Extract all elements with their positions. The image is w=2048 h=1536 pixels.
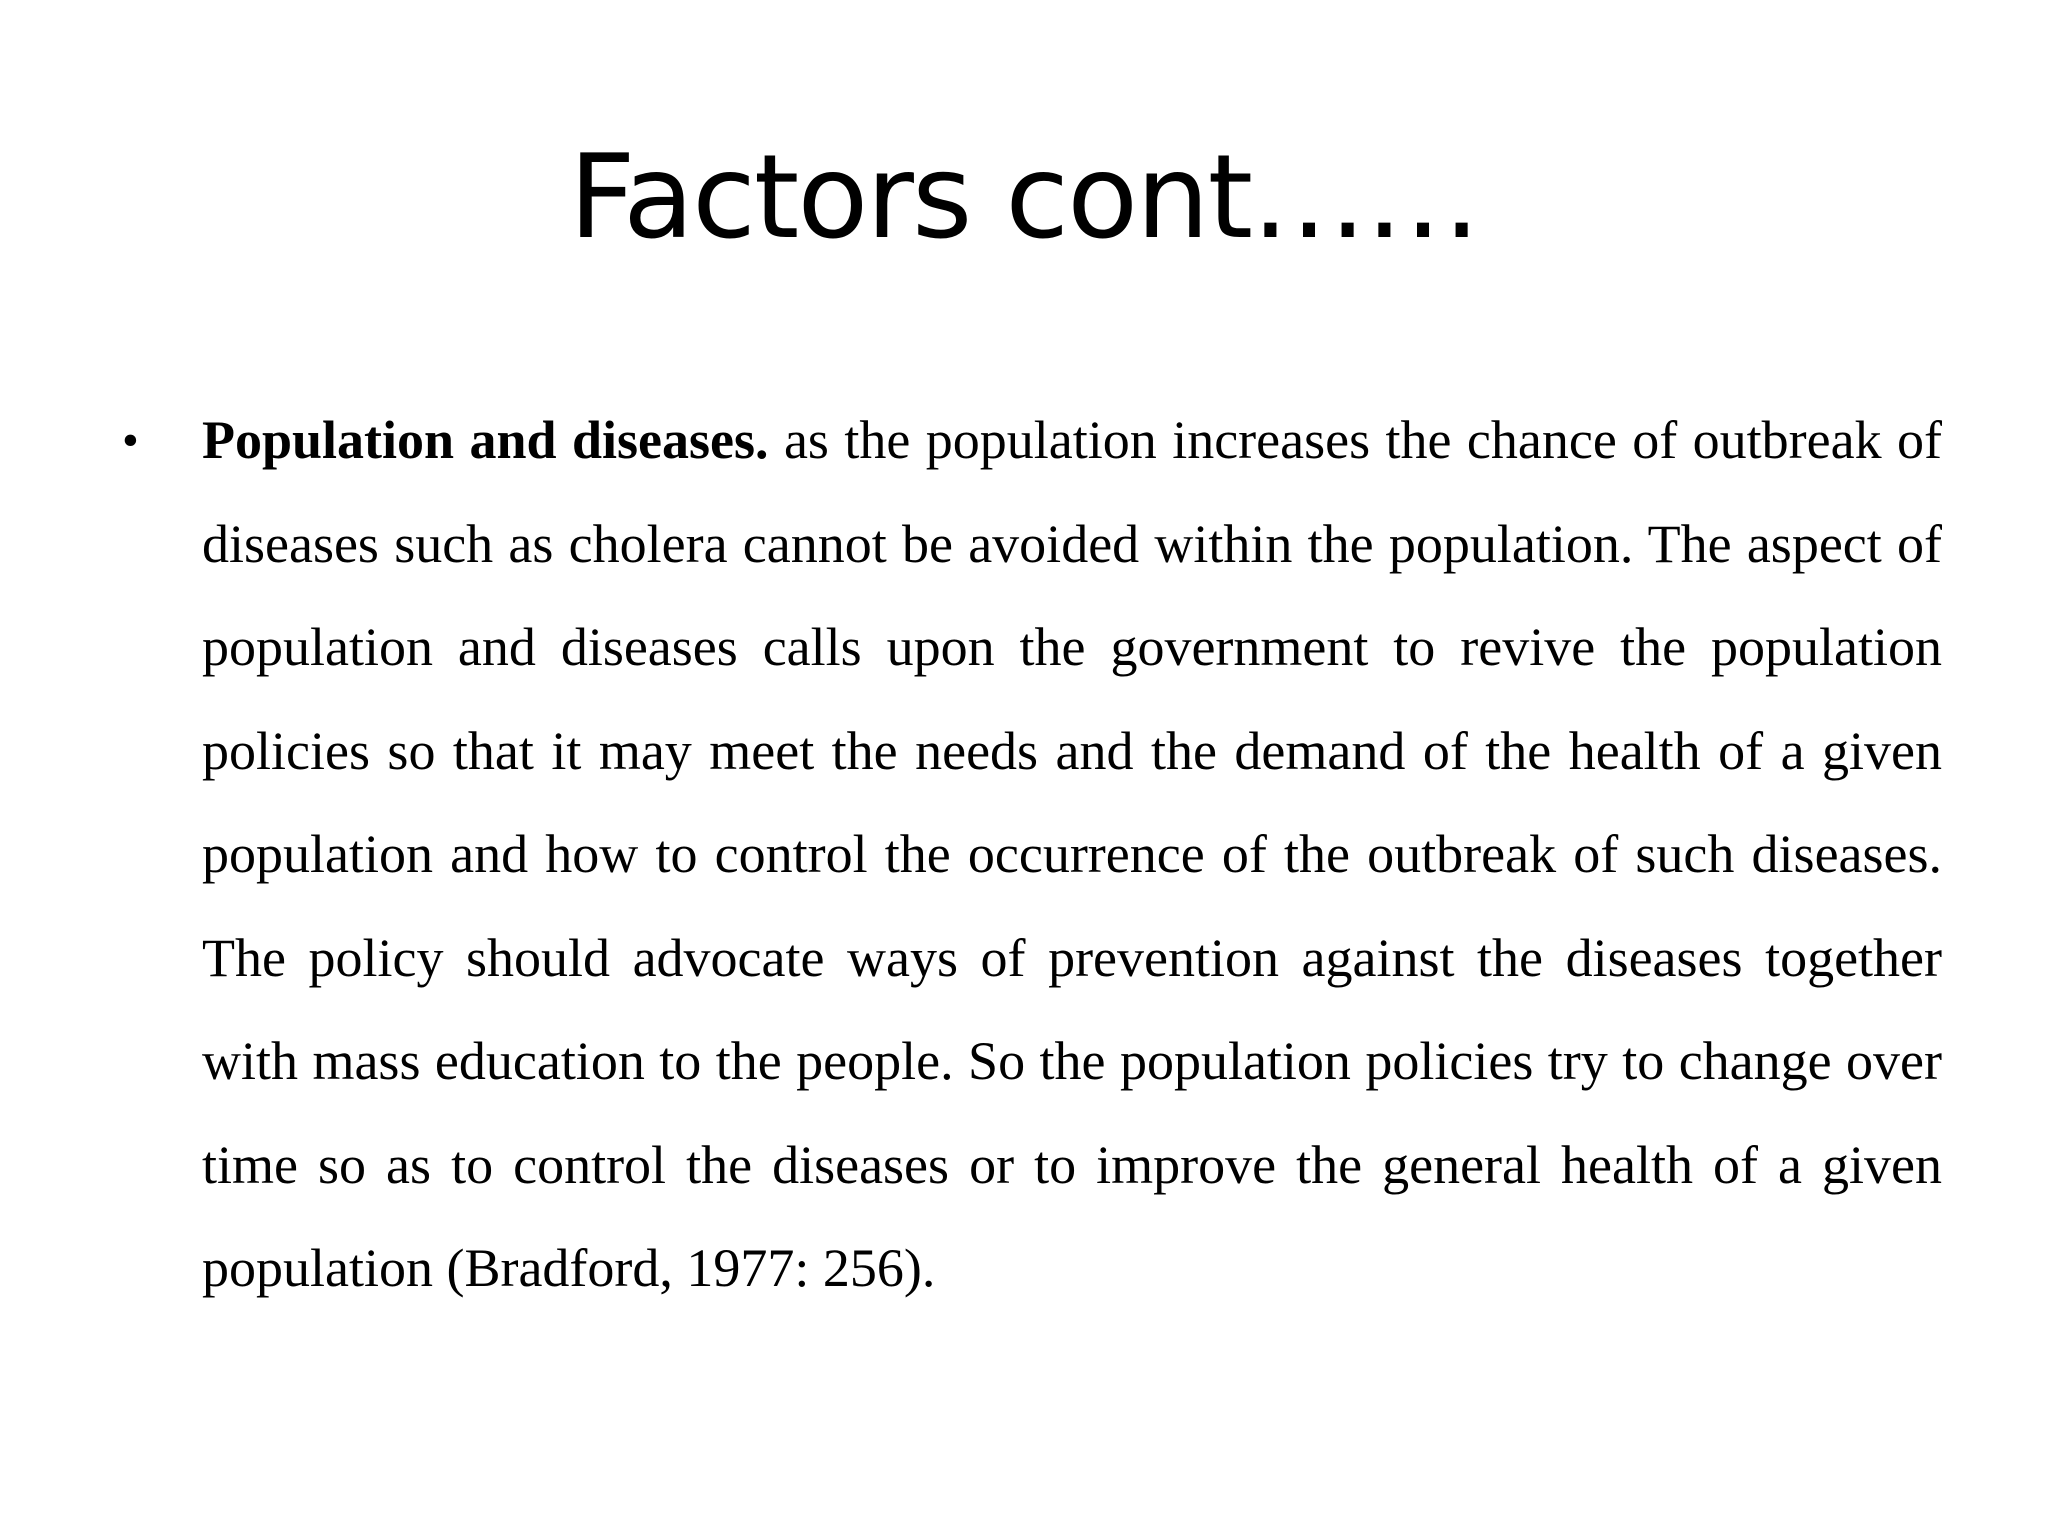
bullet-body-text: as the population increases the chance of outbreak of diseases such as cholera cannot be avoided within the population. The aspect of population and diseases calls upon the government to revive the population policies so that it may meet the needs and the demand of the health of a given population and how to control the occurrence of the outbreak of such diseases. The policy should advocate ways of prevention against the diseases together with mass education to the people. So the population policies try to change over time so as to control the diseases or to improve the general health of a given population (Bradford, 1977: 256). bbox=[202, 410, 1942, 1298]
bullet-lead-heading: Population and diseases. bbox=[202, 410, 769, 470]
bullet-marker: • bbox=[122, 414, 139, 467]
bullet-item-population-and-diseases bbox=[118, 389, 1942, 1321]
bullet-list bbox=[118, 389, 1942, 1321]
slide-title: Factors cont…… bbox=[568, 130, 1480, 265]
